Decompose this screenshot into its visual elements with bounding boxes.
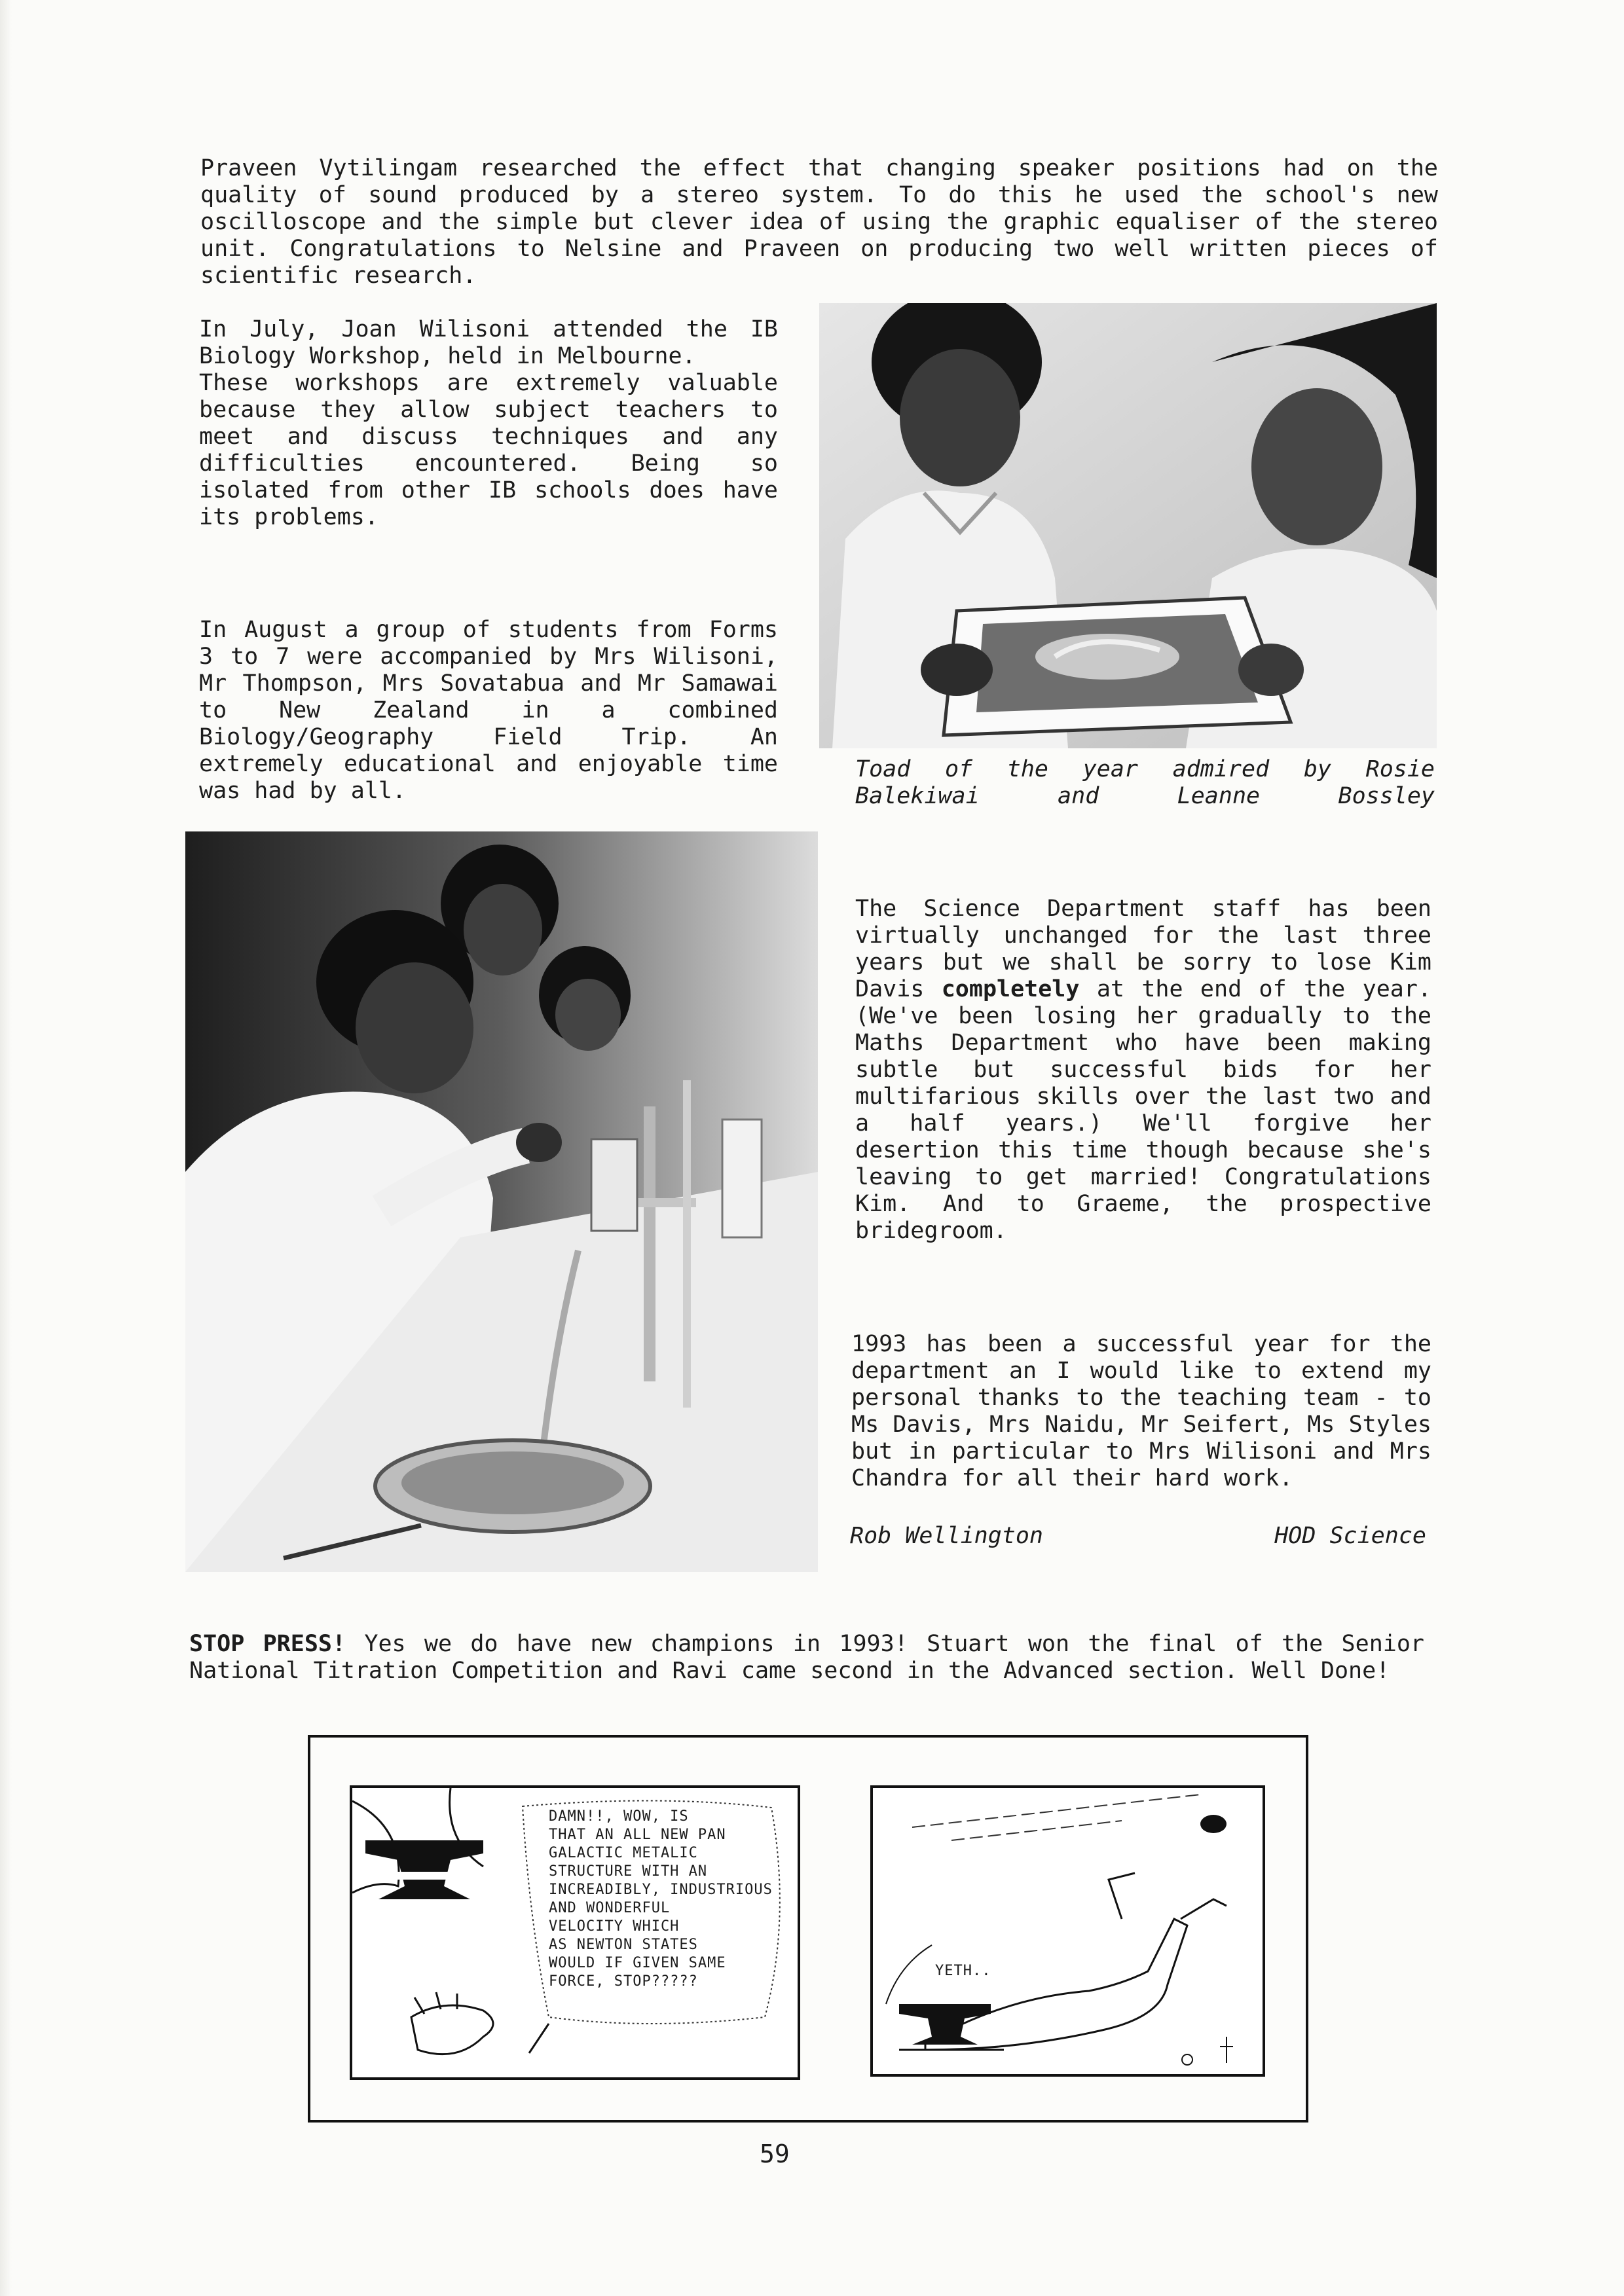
workshop-paragraph-2: These workshops are extremely valuable because they allow subject teachers to meet and discuss techniques and any difficulties encountered. Being so isolated from other IB schools does have its problems. [199, 370, 778, 530]
cartoon-panel-2-speech: YETH.. [935, 1963, 991, 1979]
stop-press-text: Yes we do have new champions in 1993! Stuart won the final of the Senior National Titration Competition and Ravi came second in the Advanced section. Well Done! [189, 1631, 1424, 1684]
speech-line: VELOCITY WHICH [549, 1918, 680, 1935]
cartoon-frame [308, 1735, 1308, 2123]
staff-emphasis: completely [941, 976, 1080, 1002]
cartoon-panel-1 [350, 1785, 800, 2080]
signature-title: HOD Science [1274, 1523, 1426, 1549]
toad-photo [819, 303, 1437, 748]
signature-name: Rob Wellington [850, 1523, 1044, 1549]
speech-line: AND WONDERFUL [549, 1900, 671, 1916]
speech-line: GALACTIC METALIC [549, 1845, 698, 1861]
thanks-paragraph: 1993 has been a successful year for the department an I would like to extend my personal thanks to the teaching team - to Ms Davis, Mrs Naidu, Mr Seifert, Ms Styles but in particular to Mrs Wilisoni and Mrs Chandra for all their hard work. [851, 1331, 1431, 1491]
scan-edge-shadow [0, 0, 12, 2296]
toad-photo-image [819, 303, 1437, 748]
cartoon-panel-2 [870, 1785, 1265, 2077]
photo-caption: Toad of the year admired by Rosie Balekiwai and Leanne Bossley [855, 756, 1435, 809]
field-trip-paragraph: In August a group of students from Forms 3 to 7 were accompanied by Mrs Wilisoni, Mr Thompson, Mrs Sovatabua and Mr Samawai to New Zealand in a combined Biology/Geography Field Trip. An extremely educational and enjoyable time was had by all. [199, 617, 778, 804]
signature [850, 1523, 1426, 1550]
lab-photo [185, 831, 818, 1572]
workshop-section [199, 316, 778, 531]
staff-paragraph [855, 896, 1431, 1245]
cartoon-panel-2-drawing [873, 1788, 1263, 2074]
lab-photo-image [185, 831, 818, 1572]
intro-paragraph: Praveen Vytilingam researched the effect that changing speaker positions had on the quality of sound produced by a stereo system. To do this he used the school's new oscilloscope and the simple but clever idea of using the graphic equaliser of the stereo unit. Congratulations to Nelsine and Praveen on producing two well written pieces of scientific research. [200, 155, 1438, 289]
speech-line: DAMN!!, WOW, IS [549, 1808, 689, 1825]
page-number: 59 [760, 2140, 790, 2168]
stop-press-paragraph [189, 1631, 1424, 1685]
speech-line: AS NEWTON STATES [549, 1937, 698, 1953]
staff-paragraph-part-a: The Science Department staff has been virtually unchanged for the last three years but we shall be sorry to lose Kim Davis [855, 896, 1431, 1002]
speech-line: STRUCTURE WITH AN [549, 1863, 708, 1880]
speech-line: INCREADIBLY, INDUSTRIOUS [549, 1882, 773, 1898]
stop-press-label: STOP PRESS! [189, 1631, 346, 1657]
speech-line: WOULD IF GIVEN SAME [549, 1955, 726, 1971]
staff-paragraph-part-b: at the end of the year. (We've been losing her gradually to the Maths Department who have been making subtle but successful bids for her multifarious skills over the last two and a half years.) We'll forgive her desertion this time though because she's leaving to get married! Congratulations Kim. And to Graeme, the prospective bridegroom. [855, 976, 1431, 1244]
workshop-paragraph-1: In July, Joan Wilisoni attended the IB Biology Workshop, held in Melbourne. [199, 316, 778, 369]
speech-line: THAT AN ALL NEW PAN [549, 1827, 726, 1843]
speech-line: FORCE, STOP????? [549, 1973, 698, 1990]
cartoon-speech-bubble [549, 1808, 784, 1991]
